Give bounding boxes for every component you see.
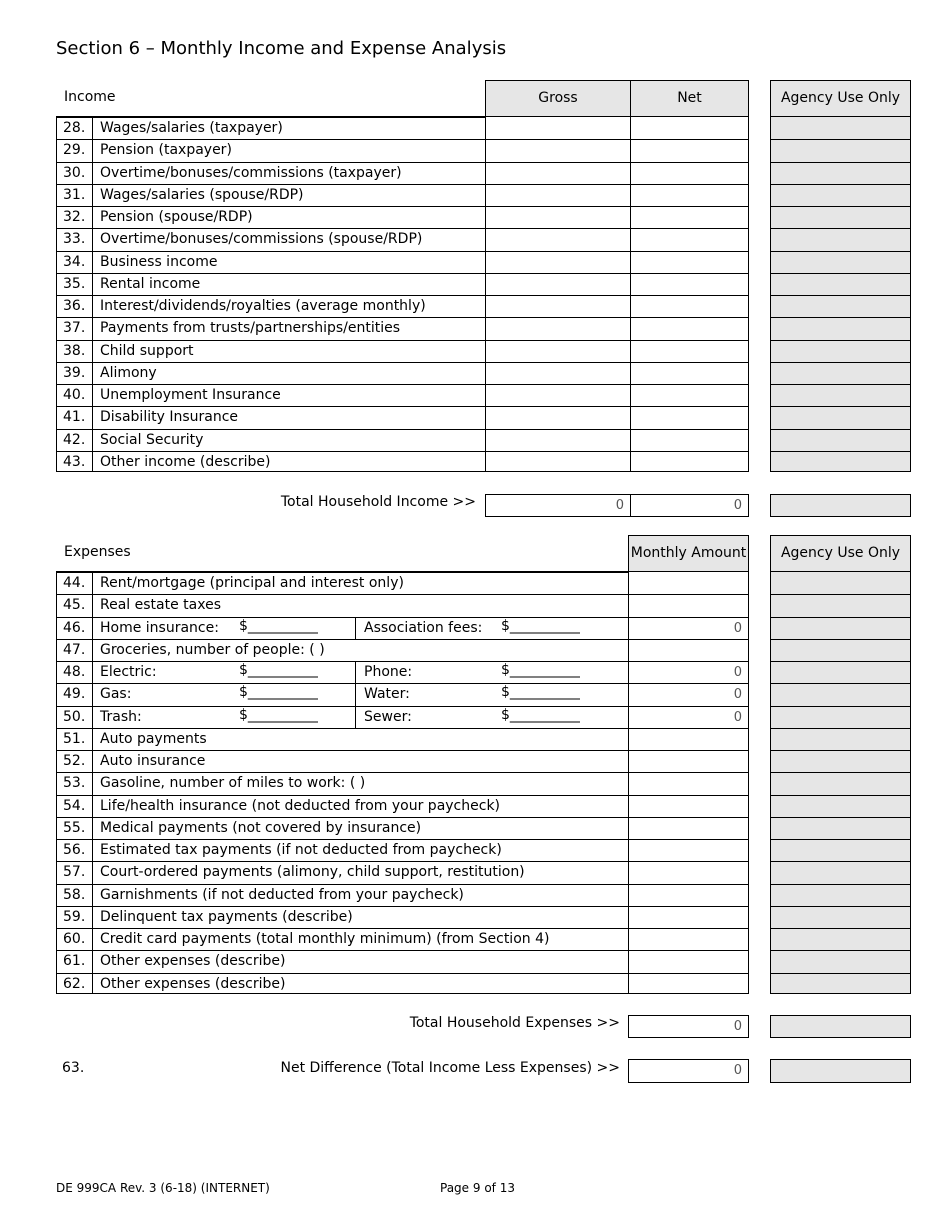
- total-income-label: Total Household Income >>: [280, 494, 476, 510]
- monthly-amount-input[interactable]: [629, 572, 748, 594]
- expense-row: [57, 950, 628, 972]
- monthly-amount-input[interactable]: [629, 906, 748, 928]
- net-input[interactable]: [631, 117, 748, 139]
- amount-value: 0: [733, 709, 742, 725]
- expense-row: [57, 772, 628, 794]
- expense-row: [57, 973, 628, 995]
- monthly-amount-input[interactable]: [629, 728, 748, 750]
- gross-column: [485, 116, 631, 472]
- monthly-amount-input[interactable]: [629, 950, 748, 972]
- net-input[interactable]: [631, 429, 748, 451]
- row-label: Child support: [100, 342, 194, 359]
- form-id: DE 999CA Rev. 3 (6-18) (INTERNET): [56, 1181, 270, 1195]
- expenses-agency-header: Agency Use Only: [770, 535, 911, 572]
- agency-cell: [771, 429, 910, 451]
- row-number: 39.: [63, 364, 86, 381]
- row-number: 41.: [63, 409, 86, 426]
- row-label-secondary: Water:: [364, 686, 410, 703]
- gross-input[interactable]: [486, 228, 630, 250]
- income-row: [57, 117, 485, 139]
- gross-input[interactable]: [486, 295, 630, 317]
- row-number: 35.: [63, 275, 86, 292]
- amount-value: 0: [733, 620, 742, 636]
- row-label: Credit card payments (total monthly minimum) (from Section 4): [100, 931, 550, 948]
- row-label: Social Security: [100, 431, 204, 448]
- row-number: 28.: [63, 120, 86, 136]
- agency-cell: [771, 950, 910, 972]
- expense-row: [57, 683, 628, 705]
- income-row: [57, 384, 485, 406]
- expense-row: [57, 617, 628, 639]
- gross-input[interactable]: [486, 362, 630, 384]
- expenses-agency-column: [770, 571, 911, 994]
- gross-input[interactable]: [486, 184, 630, 206]
- agency-cell: [771, 906, 910, 928]
- row-label: Wages/salaries (taxpayer): [100, 120, 283, 136]
- row-number: 32.: [63, 209, 86, 225]
- agency-cell: [771, 184, 910, 206]
- row-label: Interest/dividends/royalties (average monthly): [100, 298, 426, 314]
- row-number: 29.: [63, 142, 86, 159]
- expense-row: [57, 661, 628, 683]
- row-label: Estimated tax payments (if not deducted from paycheck): [100, 842, 502, 859]
- agency-cell: [771, 340, 910, 362]
- expense-row: [57, 572, 628, 594]
- income-row: [57, 139, 485, 161]
- net-input[interactable]: [631, 228, 748, 250]
- income-row: [57, 406, 485, 428]
- income-row: [57, 162, 485, 184]
- expense-row: [57, 906, 628, 928]
- row-number: 48.: [63, 664, 86, 681]
- total-expenses-value: 0: [733, 1019, 742, 1034]
- row-label: Medical payments (not covered by insurance): [100, 819, 422, 836]
- split-divider: [355, 684, 356, 705]
- row-label-secondary: Phone:: [364, 664, 413, 681]
- expense-row: [57, 817, 628, 839]
- net-input[interactable]: [631, 251, 748, 273]
- row-number: 42.: [63, 431, 86, 448]
- income-row: [57, 228, 485, 250]
- gross-input[interactable]: [486, 251, 630, 273]
- row-label: Gas:: [100, 686, 132, 703]
- net-difference-label: Net Difference (Total Income Less Expenses) >>: [280, 1060, 620, 1076]
- net-header: Net: [630, 80, 749, 117]
- row-label: Home insurance:: [100, 619, 219, 636]
- row-number: 51.: [63, 730, 86, 747]
- total-income-net-value: 0: [733, 498, 742, 513]
- row-label-secondary: Association fees:: [364, 619, 483, 636]
- monthly-amount-input[interactable]: [629, 839, 748, 861]
- net-input[interactable]: [631, 451, 748, 473]
- agency-cell: [771, 683, 910, 705]
- sub-amount-blank[interactable]: $__________: [501, 684, 580, 701]
- net-difference-value: 0: [733, 1063, 742, 1078]
- net-input[interactable]: [631, 317, 748, 339]
- page-number: Page 9 of 13: [440, 1181, 515, 1195]
- monthly-amount-input[interactable]: [629, 973, 748, 995]
- row-number: 58.: [63, 886, 86, 903]
- expense-row: [57, 706, 628, 728]
- expense-row: [57, 928, 628, 950]
- monthly-amount-input[interactable]: [629, 750, 748, 772]
- row-number: 44.: [63, 575, 86, 591]
- row-number: 57.: [63, 864, 86, 881]
- agency-cell: [771, 772, 910, 794]
- row-label: Other expenses (describe): [100, 975, 286, 992]
- row-label: Real estate taxes: [100, 597, 221, 614]
- monthly-amount-input[interactable]: [629, 683, 748, 705]
- sub-amount-blank[interactable]: $__________: [239, 684, 318, 701]
- expense-row: [57, 795, 628, 817]
- split-divider: [355, 707, 356, 728]
- income-row: [57, 295, 485, 317]
- row-number: 54.: [63, 797, 86, 814]
- row-label: Pension (taxpayer): [100, 142, 232, 159]
- row-number: 50.: [63, 708, 86, 725]
- agency-cell: [771, 362, 910, 384]
- row-label: Other expenses (describe): [100, 953, 286, 970]
- monthly-amount-input[interactable]: [629, 594, 748, 616]
- gross-input[interactable]: [486, 429, 630, 451]
- agency-cell: [771, 928, 910, 950]
- income-row: [57, 184, 485, 206]
- row-label: Auto insurance: [100, 753, 206, 770]
- amount-value: 0: [733, 665, 742, 681]
- agency-cell: [771, 251, 910, 273]
- row-label: Alimony: [100, 364, 157, 381]
- agency-cell: [771, 884, 910, 906]
- net-input[interactable]: [631, 406, 748, 428]
- agency-cell: [771, 973, 910, 995]
- row-number: 43.: [63, 453, 86, 470]
- row-number: 60.: [63, 931, 86, 948]
- gross-input[interactable]: [486, 317, 630, 339]
- sub-amount-blank[interactable]: $__________: [239, 706, 318, 723]
- income-heading: Income: [64, 89, 116, 105]
- expenses-table: [56, 571, 629, 994]
- monthly-amount-input[interactable]: [629, 884, 748, 906]
- agency-cell: [771, 661, 910, 683]
- page-title: Section 6 – Monthly Income and Expense Analysis: [56, 38, 507, 59]
- net-input[interactable]: [631, 295, 748, 317]
- income-row: [57, 340, 485, 362]
- monthly-amount-input[interactable]: [629, 928, 748, 950]
- monthly-amount-input[interactable]: [629, 772, 748, 794]
- net-input[interactable]: [631, 362, 748, 384]
- row-number: 56.: [63, 842, 86, 859]
- amount-value: 0: [733, 687, 742, 703]
- row-number: 46.: [63, 619, 86, 636]
- net-input[interactable]: [631, 184, 748, 206]
- net-column: [630, 116, 749, 472]
- row-number: 61.: [63, 953, 86, 970]
- row-number: 40.: [63, 387, 86, 403]
- income-row: [57, 317, 485, 339]
- total-income-agency-field: [770, 494, 911, 517]
- gross-input[interactable]: [486, 340, 630, 362]
- agency-cell: [771, 228, 910, 250]
- row-number: 45.: [63, 597, 86, 614]
- income-row: [57, 206, 485, 228]
- income-agency-column: [770, 116, 911, 472]
- net-input[interactable]: [631, 340, 748, 362]
- row-number: 31.: [63, 186, 86, 203]
- row-number: 33.: [63, 231, 86, 248]
- expenses-heading: Expenses: [64, 544, 131, 560]
- total-expenses-agency-field: [770, 1015, 911, 1038]
- agency-cell: [771, 795, 910, 817]
- monthly-amount-input[interactable]: [629, 617, 748, 639]
- row-number: 62.: [63, 975, 86, 992]
- sub-amount-blank[interactable]: $__________: [239, 617, 318, 634]
- agency-cell: [771, 139, 910, 161]
- row-number: 38.: [63, 342, 86, 359]
- monthly-amount-header: Monthly Amount: [628, 535, 749, 572]
- agency-cell: [771, 117, 910, 139]
- row-label: Wages/salaries (spouse/RDP): [100, 186, 304, 203]
- total-income-gross-value: 0: [615, 498, 624, 513]
- income-row: [57, 429, 485, 451]
- monthly-amount-input[interactable]: [629, 795, 748, 817]
- total-income-gross-field[interactable]: [485, 494, 631, 517]
- row-label: Garnishments (if not deducted from your paycheck): [100, 886, 464, 903]
- expense-row: [57, 861, 628, 883]
- row-number: 55.: [63, 819, 86, 836]
- net-input[interactable]: [631, 384, 748, 406]
- gross-input[interactable]: [486, 162, 630, 184]
- gross-header: Gross: [485, 80, 631, 117]
- monthly-amount-input[interactable]: [629, 639, 748, 661]
- row-label: Gasoline, number of miles to work: ( ): [100, 775, 366, 792]
- sub-amount-blank[interactable]: $__________: [501, 662, 580, 679]
- income-agency-header: Agency Use Only: [770, 80, 911, 117]
- agency-cell: [771, 451, 910, 473]
- gross-input[interactable]: [486, 206, 630, 228]
- agency-cell: [771, 861, 910, 883]
- row-label: Payments from trusts/partnerships/entities: [100, 320, 401, 337]
- net-input[interactable]: [631, 139, 748, 161]
- monthly-amount-input[interactable]: [629, 861, 748, 883]
- row-number: 34.: [63, 253, 86, 270]
- gross-input[interactable]: [486, 117, 630, 139]
- row-label: Groceries, number of people: ( ): [100, 641, 325, 658]
- expense-row: [57, 750, 628, 772]
- net-difference-agency-field: [770, 1059, 911, 1083]
- row-number: 36.: [63, 298, 86, 314]
- total-expenses-label: Total Household Expenses >>: [409, 1015, 620, 1031]
- expense-row: [57, 594, 628, 616]
- income-row: [57, 451, 485, 473]
- net-difference-number: 63.: [62, 1060, 85, 1076]
- agency-cell: [771, 750, 910, 772]
- monthly-amount-input[interactable]: [629, 706, 748, 728]
- row-label: Overtime/bonuses/commissions (taxpayer): [100, 164, 402, 181]
- total-income-net-field[interactable]: [630, 494, 749, 517]
- row-number: 49.: [63, 686, 86, 703]
- row-label: Trash:: [100, 708, 142, 725]
- agency-cell: [771, 594, 910, 616]
- row-label: Disability Insurance: [100, 409, 239, 426]
- expense-row: [57, 884, 628, 906]
- net-input[interactable]: [631, 206, 748, 228]
- total-expenses-field[interactable]: [628, 1015, 749, 1038]
- gross-input[interactable]: [486, 273, 630, 295]
- monthly-amount-input[interactable]: [629, 661, 748, 683]
- row-number: 59.: [63, 908, 86, 925]
- row-label: Auto payments: [100, 730, 207, 747]
- income-table: [56, 116, 486, 472]
- gross-input[interactable]: [486, 384, 630, 406]
- income-row: [57, 251, 485, 273]
- row-label: Rent/mortgage (principal and interest only): [100, 575, 404, 591]
- net-input[interactable]: [631, 162, 748, 184]
- row-label: Delinquent tax payments (describe): [100, 908, 353, 925]
- row-label: Unemployment Insurance: [100, 387, 281, 403]
- monthly-amount-column: [628, 571, 749, 994]
- agency-cell: [771, 295, 910, 317]
- row-label: Other income (describe): [100, 453, 271, 470]
- income-row: [57, 273, 485, 295]
- income-row: [57, 362, 485, 384]
- agency-cell: [771, 162, 910, 184]
- sub-amount-blank[interactable]: $__________: [501, 617, 580, 634]
- expense-row: [57, 639, 628, 661]
- agency-cell: [771, 273, 910, 295]
- gross-input[interactable]: [486, 139, 630, 161]
- row-label: Electric:: [100, 664, 157, 681]
- agency-cell: [771, 384, 910, 406]
- split-divider: [355, 662, 356, 683]
- agency-cell: [771, 839, 910, 861]
- agency-cell: [771, 728, 910, 750]
- agency-cell: [771, 639, 910, 661]
- row-number: 52.: [63, 753, 86, 770]
- row-label: Court-ordered payments (alimony, child support, restitution): [100, 864, 525, 881]
- row-label: Rental income: [100, 275, 201, 292]
- sub-amount-blank[interactable]: $__________: [239, 662, 318, 679]
- row-number: 30.: [63, 164, 86, 181]
- net-input[interactable]: [631, 273, 748, 295]
- agency-cell: [771, 706, 910, 728]
- expense-row: [57, 839, 628, 861]
- expense-row: [57, 728, 628, 750]
- agency-cell: [771, 617, 910, 639]
- row-label: Business income: [100, 253, 218, 270]
- agency-cell: [771, 317, 910, 339]
- row-number: 53.: [63, 775, 86, 792]
- agency-cell: [771, 572, 910, 594]
- split-divider: [355, 618, 356, 639]
- net-difference-field[interactable]: [628, 1059, 749, 1083]
- sub-amount-blank[interactable]: $__________: [501, 706, 580, 723]
- row-label: Overtime/bonuses/commissions (spouse/RDP): [100, 231, 423, 248]
- gross-input[interactable]: [486, 406, 630, 428]
- row-number: 37.: [63, 320, 86, 337]
- row-label-secondary: Sewer:: [364, 708, 412, 725]
- agency-cell: [771, 406, 910, 428]
- row-label: Pension (spouse/RDP): [100, 209, 253, 225]
- monthly-amount-input[interactable]: [629, 817, 748, 839]
- agency-cell: [771, 817, 910, 839]
- row-number: 47.: [63, 641, 86, 658]
- row-label: Life/health insurance (not deducted from your paycheck): [100, 797, 501, 814]
- agency-cell: [771, 206, 910, 228]
- gross-input[interactable]: [486, 451, 630, 473]
